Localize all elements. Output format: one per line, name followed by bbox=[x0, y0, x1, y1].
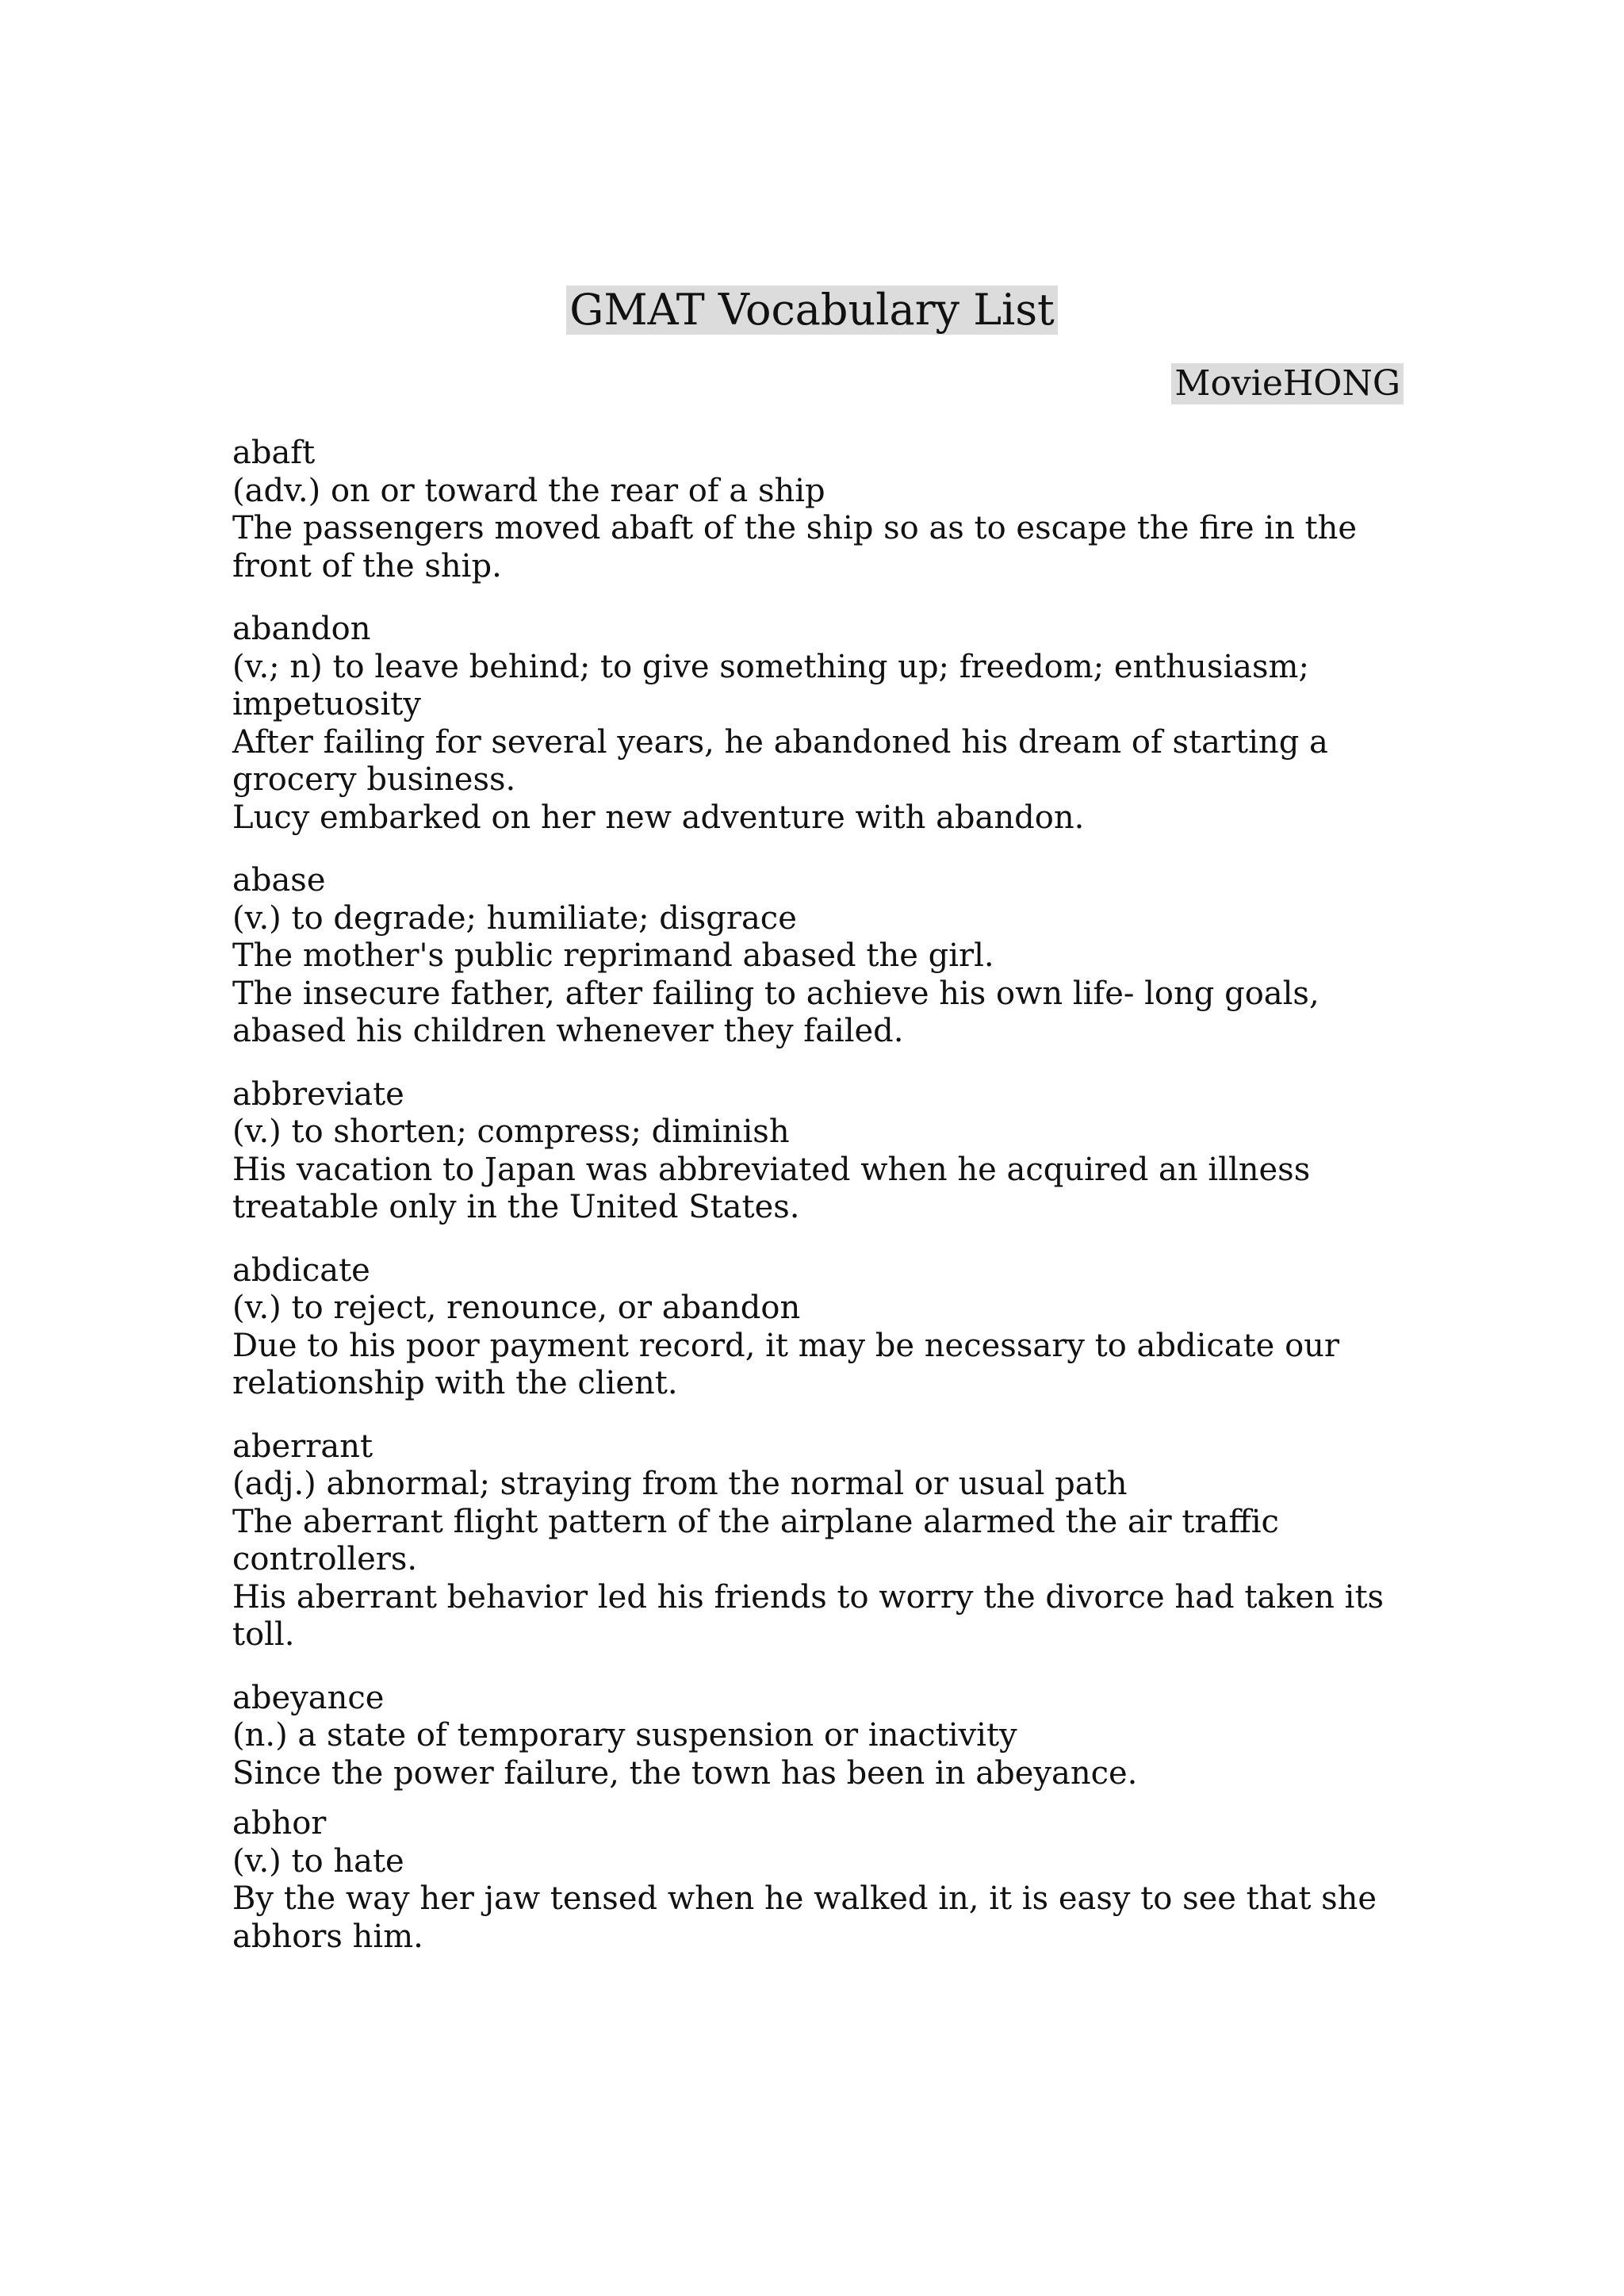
vocab-example: Due to his poor payment record, it may be necessary to abdicate our relationship with the client. bbox=[232, 1327, 1340, 1401]
vocab-definition: (v.) to degrade; humiliate; disgrace bbox=[232, 899, 797, 937]
author-name: MovieHONG bbox=[1171, 363, 1404, 404]
vocab-definition: (adv.) on or toward the rear of a ship bbox=[232, 472, 825, 509]
vocab-word: abaft bbox=[232, 435, 316, 471]
vocab-word: aberrant bbox=[232, 1428, 373, 1465]
vocabulary-list bbox=[232, 435, 1398, 1981]
vocab-example: The passengers moved abaft of the ship so as to escape the fire in the front of the ship. bbox=[232, 510, 1358, 585]
vocab-definition: (v.) to reject, renounce, or abandon bbox=[232, 1290, 801, 1326]
vocab-definition: (adj.) abnormal; straying from the normal or usual path bbox=[232, 1466, 1128, 1502]
vocab-example: By the way her jaw tensed when he walked in, it is easy to see that she abhors him. bbox=[232, 1880, 1377, 1955]
vocab-example: The insecure father, after failing to achieve his own life- long goals, abased his children whenever they failed. bbox=[232, 975, 1320, 1049]
vocab-entry bbox=[232, 611, 1398, 837]
vocab-entry bbox=[232, 1805, 1398, 1956]
vocab-definition: (n.) a state of temporary suspension or inactivity bbox=[232, 1717, 1017, 1754]
vocab-example: The aberrant flight pattern of the airplane alarmed the air traffic controllers. bbox=[232, 1503, 1279, 1577]
vocab-entry bbox=[232, 1076, 1398, 1227]
vocab-example: The mother's public reprimand abased the girl. bbox=[232, 937, 994, 974]
vocab-definition: (v.) to shorten; compress; diminish bbox=[232, 1114, 790, 1150]
vocab-entry bbox=[232, 1252, 1398, 1403]
page-title: GMAT Vocabulary List bbox=[566, 286, 1057, 335]
vocab-entry bbox=[232, 1428, 1398, 1654]
vocab-word: abhor bbox=[232, 1805, 327, 1842]
vocab-definition: (v.; n) to leave behind; to give something up; freedom; enthusiasm; impetuosity bbox=[232, 648, 1309, 723]
vocab-example: His vacation to Japan was abbreviated when he acquired an illness treatable only in the United States. bbox=[232, 1151, 1311, 1225]
title-row bbox=[0, 286, 1624, 335]
vocab-word: abeyance bbox=[232, 1679, 385, 1716]
vocab-word: abbreviate bbox=[232, 1075, 404, 1113]
vocab-entry bbox=[232, 435, 1398, 585]
vocab-definition: (v.) to hate bbox=[232, 1842, 404, 1880]
vocab-word: abandon bbox=[232, 611, 371, 647]
vocab-example: After failing for several years, he abandoned his dream of starting a grocery business. bbox=[232, 723, 1328, 798]
author-row bbox=[1171, 363, 1404, 404]
vocab-word: abdicate bbox=[232, 1251, 370, 1289]
vocab-example: Lucy embarked on her new adventure with abandon. bbox=[232, 799, 1085, 836]
vocab-entry bbox=[232, 1680, 1398, 1793]
vocab-entry bbox=[232, 862, 1398, 1051]
vocab-example: Since the power failure, the town has been in abeyance. bbox=[232, 1754, 1138, 1792]
vocab-word: abase bbox=[232, 862, 326, 899]
vocab-example: His aberrant behavior led his friends to worry the divorce had taken its toll. bbox=[232, 1578, 1385, 1653]
